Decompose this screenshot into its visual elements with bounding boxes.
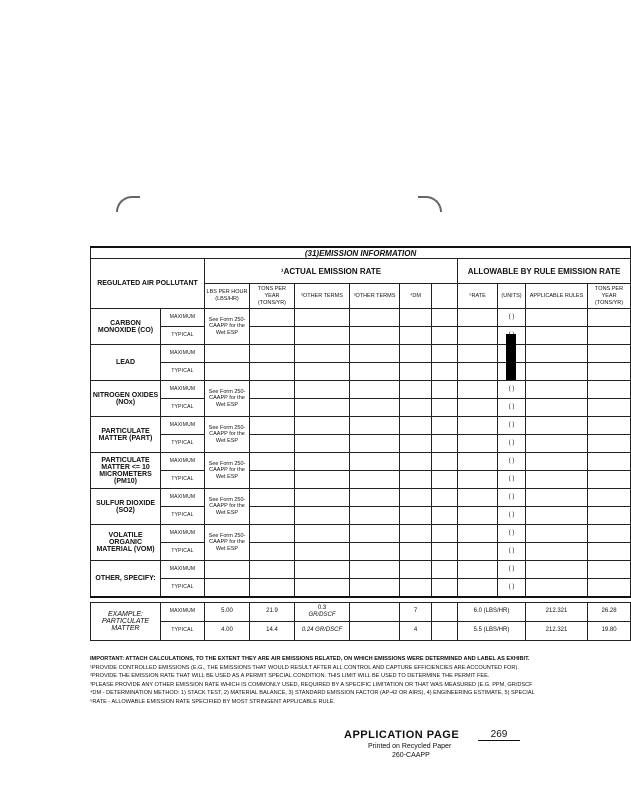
footnote-4: ⁴DM - DETERMINATION METHOD: 1) STACK TEST, 2) MATERIAL BALANCE, 3) STANDARD EMISSION FACTOR (AP-42 OR AIRS), 4) ENGINEERING ESTIMATE, 5) SPECIAL bbox=[90, 690, 535, 697]
typical-label: TYPICAL bbox=[161, 579, 205, 597]
see-form-note: See Form 250-CAAPP for the Wet ESP bbox=[205, 309, 250, 345]
typical-label: TYPICAL bbox=[161, 435, 205, 453]
example-max-rules: 212.321 bbox=[526, 602, 588, 621]
col-lbs-hr: LBS PER HOUR (LBS/HR) bbox=[205, 284, 250, 309]
see-form-note: See Form 250-CAAPP for the Wet ESP bbox=[205, 525, 250, 561]
maximum-label: MAXIMUM bbox=[161, 525, 205, 543]
units-paren: ( ) bbox=[498, 471, 526, 489]
pollutant-co: CARBON MONOXIDE (CO) bbox=[91, 309, 161, 345]
maximum-label: MAXIMUM bbox=[161, 345, 205, 363]
typical-label: TYPICAL bbox=[161, 621, 205, 640]
units-paren: ( ) bbox=[498, 507, 526, 525]
example-max-dm: 7 bbox=[400, 602, 432, 621]
example-typ-tons-allow: 19.80 bbox=[588, 621, 631, 640]
col-tons-yr: TONS PER YEAR (TONS/YR) bbox=[250, 284, 295, 309]
footnote-2: ²PROVIDE THE EMISSION RATE THAT WILL BE USED AS A PERMIT SPECIAL CONDITION. THIS LIMIT WILL BE USED TO DETERMINE THE PERMIT FEE. bbox=[90, 673, 490, 680]
col-dm: ⁴DM bbox=[400, 284, 432, 309]
units-paren: ( ) bbox=[498, 309, 526, 327]
example-typ-tons: 14.4 bbox=[250, 621, 295, 640]
form-number: 260-CAAPP bbox=[392, 752, 430, 759]
emission-information-table bbox=[90, 246, 631, 641]
example-max-tons: 21.9 bbox=[250, 602, 295, 621]
footnote-1: ¹PROVIDE CONTROLLED EMISSIONS (E.G., THE EMISSIONS THAT WOULD RESULT AFTER ALL CONTROL AND CAPTURE EFFICIENCIES ARE ACCOUNTED FOR). bbox=[90, 664, 519, 671]
typical-label: TYPICAL bbox=[161, 363, 205, 381]
col-rate: ⁵RATE bbox=[458, 284, 498, 309]
example-typ-dm: 4 bbox=[400, 621, 432, 640]
units-paren: ( ) bbox=[498, 453, 526, 471]
example-max-lbs: 5.00 bbox=[205, 602, 250, 621]
footnote-3: ³PLEASE PROVIDE ANY OTHER EMISSION RATE WHICH IS COMMONLY USED, REQUIRED BY A SPECIFIC LIMITATION OR THAT WAS MEASURED (E.G. PPM, GR/DSCF bbox=[90, 681, 533, 688]
notes-block bbox=[90, 655, 620, 707]
section-title: (31)EMISSION INFORMATION bbox=[91, 247, 631, 259]
example-typ-rules: 212.321 bbox=[526, 621, 588, 640]
see-form-note: See Form 250-CAAPP for the Wet ESP bbox=[205, 489, 250, 525]
units-paren: ( ) bbox=[498, 399, 526, 417]
example-max-tons-allow: 26.28 bbox=[588, 602, 631, 621]
example-label: EXAMPLE: PARTICULATE MATTER bbox=[91, 602, 161, 640]
units-paren: ( ) bbox=[498, 435, 526, 453]
typical-label: TYPICAL bbox=[161, 543, 205, 561]
col-applicable-rules: APPLICABLE RULES bbox=[526, 284, 588, 309]
pollutant-pm10: PARTICULATE MATTER <= 10 MICROMETERS (PM10) bbox=[91, 453, 161, 489]
col-tons-yr-allowable: TONS PER YEAR (TONS/YR) bbox=[588, 284, 631, 309]
typical-label: TYPICAL bbox=[161, 471, 205, 489]
maximum-label: MAXIMUM bbox=[161, 417, 205, 435]
see-form-note: See Form 250-CAAPP for the Wet ESP bbox=[205, 381, 250, 417]
col-spacer bbox=[432, 284, 458, 309]
units-paren: ( ) bbox=[498, 561, 526, 579]
actual-emission-header: ¹ACTUAL EMISSION RATE bbox=[205, 259, 458, 284]
example-typ-rate: 5.5 (LBS/HR) bbox=[458, 621, 526, 640]
pollutant-nox: NITROGEN OXIDES (NOx) bbox=[91, 381, 161, 417]
example-max-rate: 6.0 (LBS/HR) bbox=[458, 602, 526, 621]
allowable-emission-header: ALLOWABLE BY RULE EMISSION RATE bbox=[458, 259, 631, 284]
recycled-paper-note: Printed on Recycled Paper bbox=[368, 743, 452, 750]
col-units: (UNITS) bbox=[498, 284, 526, 309]
units-paren: ( ) bbox=[498, 579, 526, 597]
units-paren: ( ) bbox=[498, 543, 526, 561]
redaction-bar bbox=[506, 334, 516, 380]
scan-corner-mark-right bbox=[418, 196, 442, 212]
scan-corner-mark-left bbox=[116, 196, 140, 212]
maximum-label: MAXIMUM bbox=[161, 309, 205, 327]
footnote-5: ⁵RATE - ALLOWABLE EMISSION RATE SPECIFIED BY MOST STRINGENT APPLICABLE RULE. bbox=[90, 698, 335, 705]
maximum-label: MAXIMUM bbox=[161, 381, 205, 399]
col-other-terms-1: ²OTHER TERMS bbox=[295, 284, 350, 309]
pollutant-vom: VOLATILE ORGANIC MATERIAL (VOM) bbox=[91, 525, 161, 561]
page-number: 269 bbox=[478, 729, 520, 741]
pollutant-so2: SULFUR DIOXIDE (SO2) bbox=[91, 489, 161, 525]
typical-label: TYPICAL bbox=[161, 399, 205, 417]
example-max-other: 0.3 GR/DSCF bbox=[295, 602, 350, 621]
pollutant-other: OTHER, SPECIFY: bbox=[91, 561, 161, 597]
maximum-label: MAXIMUM bbox=[161, 602, 205, 621]
maximum-label: MAXIMUM bbox=[161, 453, 205, 471]
units-paren: ( ) bbox=[498, 381, 526, 399]
col-pollutant: REGULATED AIR POLLUTANT bbox=[91, 259, 205, 309]
example-typ-other: 0.24 GR/DSCF bbox=[295, 621, 350, 640]
important-note: IMPORTANT: ATTACH CALCULATIONS, TO THE EXTENT THEY ARE AIR EMISSIONS RELATED, ON WHICH EMISSIONS WERE DETERMINED AND LABEL AS EXHIBIT. bbox=[90, 656, 530, 662]
see-form-note: See Form 250-CAAPP for the Wet ESP bbox=[205, 453, 250, 489]
pollutant-lead: LEAD bbox=[91, 345, 161, 381]
application-page-title: APPLICATION PAGE bbox=[344, 729, 460, 741]
example-typ-lbs: 4.00 bbox=[205, 621, 250, 640]
typical-label: TYPICAL bbox=[161, 327, 205, 345]
typical-label: TYPICAL bbox=[161, 507, 205, 525]
units-paren: ( ) bbox=[498, 417, 526, 435]
units-paren: ( ) bbox=[498, 489, 526, 507]
col-other-terms-2: ³OTHER TERMS bbox=[350, 284, 400, 309]
see-form-note: See Form 250-CAAPP for the Wet ESP bbox=[205, 417, 250, 453]
pollutant-part: PARTICULATE MATTER (PART) bbox=[91, 417, 161, 453]
units-paren: ( ) bbox=[498, 525, 526, 543]
maximum-label: MAXIMUM bbox=[161, 561, 205, 579]
maximum-label: MAXIMUM bbox=[161, 489, 205, 507]
